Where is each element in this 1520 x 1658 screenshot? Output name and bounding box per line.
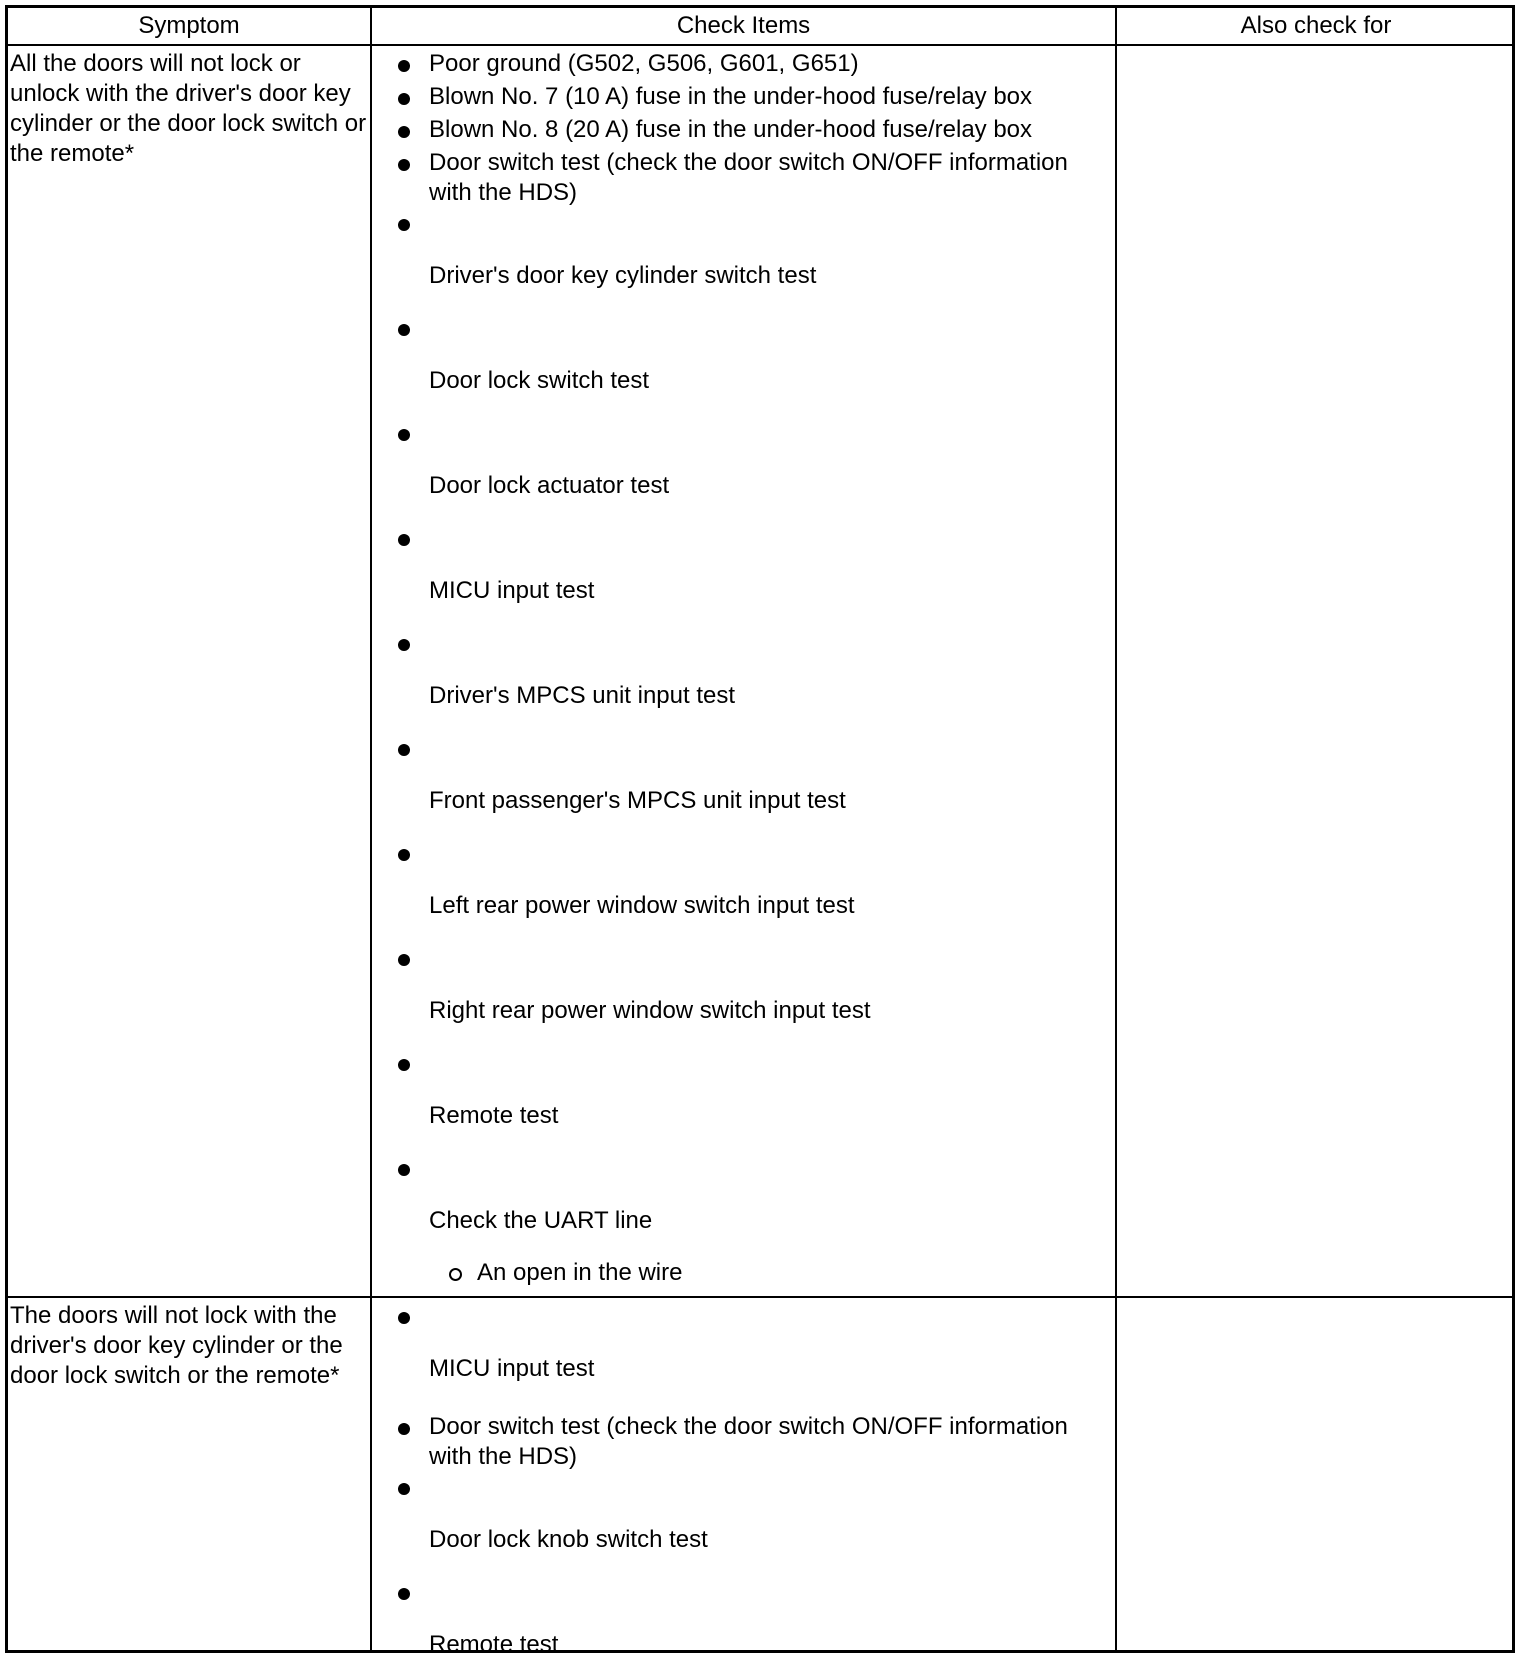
bullet-icon <box>398 639 410 651</box>
bullet-icon <box>398 93 410 105</box>
check-item: Door lock switch test <box>377 313 1097 418</box>
check-item: Right rear power window switch input test <box>377 943 1097 1048</box>
header-symptom: Symptom <box>138 12 240 39</box>
bullet-icon <box>398 849 410 861</box>
hollow-bullet-icon <box>449 1268 462 1281</box>
check-item: Door lock knob switch test <box>377 1472 1097 1577</box>
bullet-icon <box>398 1588 410 1600</box>
check-item: Driver's MPCS unit input test <box>377 628 1097 733</box>
check-items-cell <box>377 1301 1097 1658</box>
bullet-icon <box>398 1312 410 1324</box>
symptom-cell: The doors will not lock with the driver's door key cylinder or the door lock switch or the remote* <box>10 1302 343 1389</box>
also-check-cell <box>1120 49 1510 79</box>
header-divider <box>8 44 1512 46</box>
check-item: Door lock actuator test <box>377 418 1097 523</box>
column-divider <box>1115 8 1117 1650</box>
bullet-icon <box>398 1423 410 1435</box>
header-also-check: Also check for <box>1240 12 1392 39</box>
bullet-icon <box>398 1059 410 1071</box>
also-check-cell <box>1120 1301 1510 1331</box>
bullet-icon <box>398 744 410 756</box>
check-item: Blown No. 8 (20 A) fuse in the under-hood fuse/relay box <box>377 115 1097 145</box>
header-check-items: Check Items <box>676 12 811 39</box>
troubleshooting-table <box>5 5 1515 1658</box>
check-item: Door switch test (check the door switch ON/OFF information with the HDS) <box>377 1412 1097 1472</box>
bullet-icon <box>398 534 410 546</box>
bullet-icon <box>398 324 410 336</box>
check-item: Driver's door key cylinder switch test <box>377 208 1097 313</box>
bullet-icon <box>398 219 410 231</box>
bullet-icon <box>398 159 410 171</box>
bullet-icon <box>398 1164 410 1176</box>
column-divider <box>370 8 372 1650</box>
check-item: Check the UART line <box>377 1153 1097 1258</box>
check-sub-item: An open in the wire <box>377 1258 1097 1288</box>
row-divider <box>8 1296 1512 1298</box>
bullet-icon <box>398 126 410 138</box>
bullet-icon <box>398 429 410 441</box>
check-items-cell <box>377 49 1097 1288</box>
bullet-icon <box>398 954 410 966</box>
bullet-icon <box>398 60 410 72</box>
symptom-cell: All the doors will not lock or unlock with the driver's door key cylinder or the door lock switch or the remote* <box>10 50 367 167</box>
check-item: MICU input test <box>377 523 1097 628</box>
check-item: Remote test <box>377 1577 1097 1658</box>
check-item: Poor ground (G502, G506, G601, G651) <box>377 49 1097 79</box>
check-item: Left rear power window switch input test <box>377 838 1097 943</box>
check-item: Remote test <box>377 1048 1097 1153</box>
check-item: Blown No. 7 (10 A) fuse in the under-hood fuse/relay box <box>377 82 1097 112</box>
bullet-icon <box>398 1483 410 1495</box>
check-item: MICU input test <box>377 1301 1097 1412</box>
check-item: Door switch test (check the door switch ON/OFF information with the HDS) <box>377 148 1097 208</box>
check-item: Front passenger's MPCS unit input test <box>377 733 1097 838</box>
